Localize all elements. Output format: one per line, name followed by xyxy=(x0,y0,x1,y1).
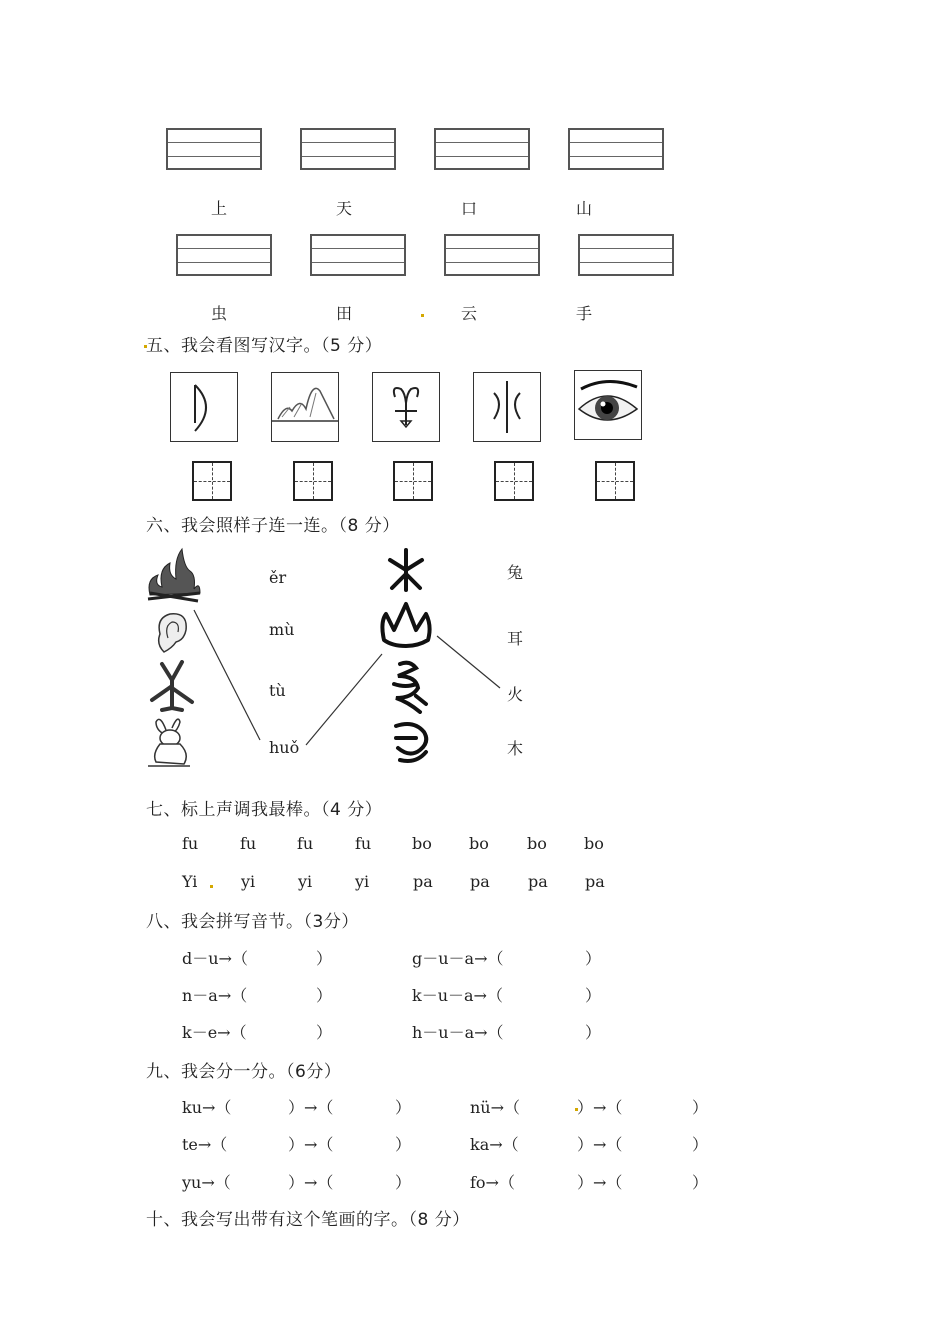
section-5-title: 五、我会看图写汉字。（5 分） xyxy=(146,336,383,356)
close-paren: ） xyxy=(692,1135,709,1154)
tone-syllable[interactable]: bo xyxy=(584,834,604,853)
tone-syllable[interactable]: pa xyxy=(528,872,548,891)
four-line-grid[interactable] xyxy=(300,128,396,170)
close-paren: ） xyxy=(316,1023,333,1042)
wood-oracle-glyph-icon xyxy=(384,548,428,592)
split-mid: ）→（ xyxy=(288,1135,334,1154)
grid-char-label: 虫 xyxy=(211,304,228,323)
tone-syllable[interactable]: Yi xyxy=(182,872,198,891)
close-paren: ） xyxy=(395,1135,412,1154)
tone-syllable[interactable]: pa xyxy=(413,872,433,891)
pinyin-option: huǒ xyxy=(269,738,300,757)
tree-picture-icon xyxy=(148,660,196,712)
four-line-grid[interactable] xyxy=(444,234,540,276)
grid-char-label: 云 xyxy=(461,304,478,323)
spell-item: k－u－a→（ xyxy=(412,986,503,1005)
section-6-title: 六、我会照样子连一连。（8 分） xyxy=(146,516,400,536)
tone-syllable[interactable]: bo xyxy=(469,834,489,853)
split-item: ka→（ xyxy=(470,1135,519,1154)
spell-item: k－e→（ xyxy=(182,1023,247,1042)
ear-picture-icon xyxy=(150,608,194,656)
section-9-title: 九、我会分一分。（6分） xyxy=(146,1062,342,1082)
split-mid: ）→（ xyxy=(288,1098,334,1117)
tone-syllable[interactable]: fu xyxy=(182,834,199,853)
eye-picture xyxy=(574,370,642,440)
moon-glyph-icon xyxy=(171,373,237,441)
tone-syllable[interactable]: pa xyxy=(585,872,605,891)
split-mid: ）→（ xyxy=(577,1135,623,1154)
water-glyph-icon xyxy=(474,373,540,441)
tian-grid-box[interactable] xyxy=(494,461,534,501)
split-mid: ）→（ xyxy=(577,1098,623,1117)
four-line-grid[interactable] xyxy=(434,128,530,170)
tone-syllable[interactable]: pa xyxy=(470,872,490,891)
rabbit-oracle-glyph-icon xyxy=(386,658,432,714)
grid-char-label: 天 xyxy=(336,199,353,218)
char-option: 木 xyxy=(507,739,524,758)
eye-icon xyxy=(575,371,641,439)
close-paren: ） xyxy=(395,1173,412,1192)
moon-glyph-picture xyxy=(170,372,238,442)
pinyin-option: tù xyxy=(269,681,286,700)
grid-char-label: 田 xyxy=(336,304,353,323)
grid-char-label: 口 xyxy=(461,199,478,218)
tone-syllable[interactable]: bo xyxy=(527,834,547,853)
split-mid: ）→（ xyxy=(577,1173,623,1192)
section-7-title: 七、标上声调我最棒。（4 分） xyxy=(146,800,383,820)
grid-char-label: 山 xyxy=(576,199,593,218)
char-option: 耳 xyxy=(507,629,524,648)
split-item: yu→（ xyxy=(182,1173,231,1192)
four-line-grid[interactable] xyxy=(568,128,664,170)
mountain-icon xyxy=(272,373,338,441)
rabbit-picture-icon xyxy=(144,714,198,770)
grid-char-label: 上 xyxy=(211,199,228,218)
tian-grid-box[interactable] xyxy=(293,461,333,501)
stray-mark xyxy=(210,885,213,888)
mountain-picture xyxy=(271,372,339,442)
spell-item: g－u－a→（ xyxy=(412,949,504,968)
close-paren: ） xyxy=(316,949,333,968)
spell-item: n－a→（ xyxy=(182,986,248,1005)
split-item: ku→（ xyxy=(182,1098,232,1117)
close-paren: ） xyxy=(585,949,602,968)
char-option: 火 xyxy=(507,685,524,704)
tone-syllable[interactable]: fu xyxy=(355,834,372,853)
water-glyph-picture xyxy=(473,372,541,442)
char-option: 兔 xyxy=(507,563,524,582)
split-item: fo→（ xyxy=(470,1173,515,1192)
pinyin-option: ěr xyxy=(269,568,287,587)
grid-char-label: 手 xyxy=(576,304,593,323)
stray-mark xyxy=(421,314,424,317)
sheep-glyph-icon xyxy=(373,373,439,441)
section-10-title: 十、我会写出带有这个笔画的字。（8 分） xyxy=(146,1210,470,1230)
fire-picture-icon xyxy=(144,545,204,607)
sheep-glyph-picture xyxy=(372,372,440,442)
four-line-grid[interactable] xyxy=(578,234,674,276)
close-paren: ） xyxy=(692,1173,709,1192)
split-mid: ）→（ xyxy=(288,1173,334,1192)
fire-oracle-glyph-icon xyxy=(378,600,434,650)
ear-oracle-glyph-icon xyxy=(390,718,434,768)
four-line-grid[interactable] xyxy=(176,234,272,276)
spell-item: h－u－a→（ xyxy=(412,1023,504,1042)
pinyin-option: mù xyxy=(269,620,295,639)
tone-syllable[interactable]: yi xyxy=(298,872,313,891)
tone-syllable[interactable]: yi xyxy=(355,872,370,891)
tian-grid-box[interactable] xyxy=(595,461,635,501)
close-paren: ） xyxy=(316,986,333,1005)
close-paren: ） xyxy=(692,1098,709,1117)
tone-syllable[interactable]: fu xyxy=(297,834,314,853)
tone-syllable[interactable]: bo xyxy=(412,834,432,853)
close-paren: ） xyxy=(585,1023,602,1042)
tone-syllable[interactable]: yi xyxy=(241,872,256,891)
spell-item: d－u→（ xyxy=(182,949,248,968)
close-paren: ） xyxy=(585,986,602,1005)
tian-grid-box[interactable] xyxy=(393,461,433,501)
split-item: te→（ xyxy=(182,1135,228,1154)
tian-grid-box[interactable] xyxy=(192,461,232,501)
four-line-grid[interactable] xyxy=(310,234,406,276)
four-line-grid[interactable] xyxy=(166,128,262,170)
tone-syllable[interactable]: fu xyxy=(240,834,257,853)
split-item: nü→（ xyxy=(470,1098,521,1117)
section-8-title: 八、我会拼写音节。（3分） xyxy=(146,912,359,932)
close-paren: ） xyxy=(395,1098,412,1117)
